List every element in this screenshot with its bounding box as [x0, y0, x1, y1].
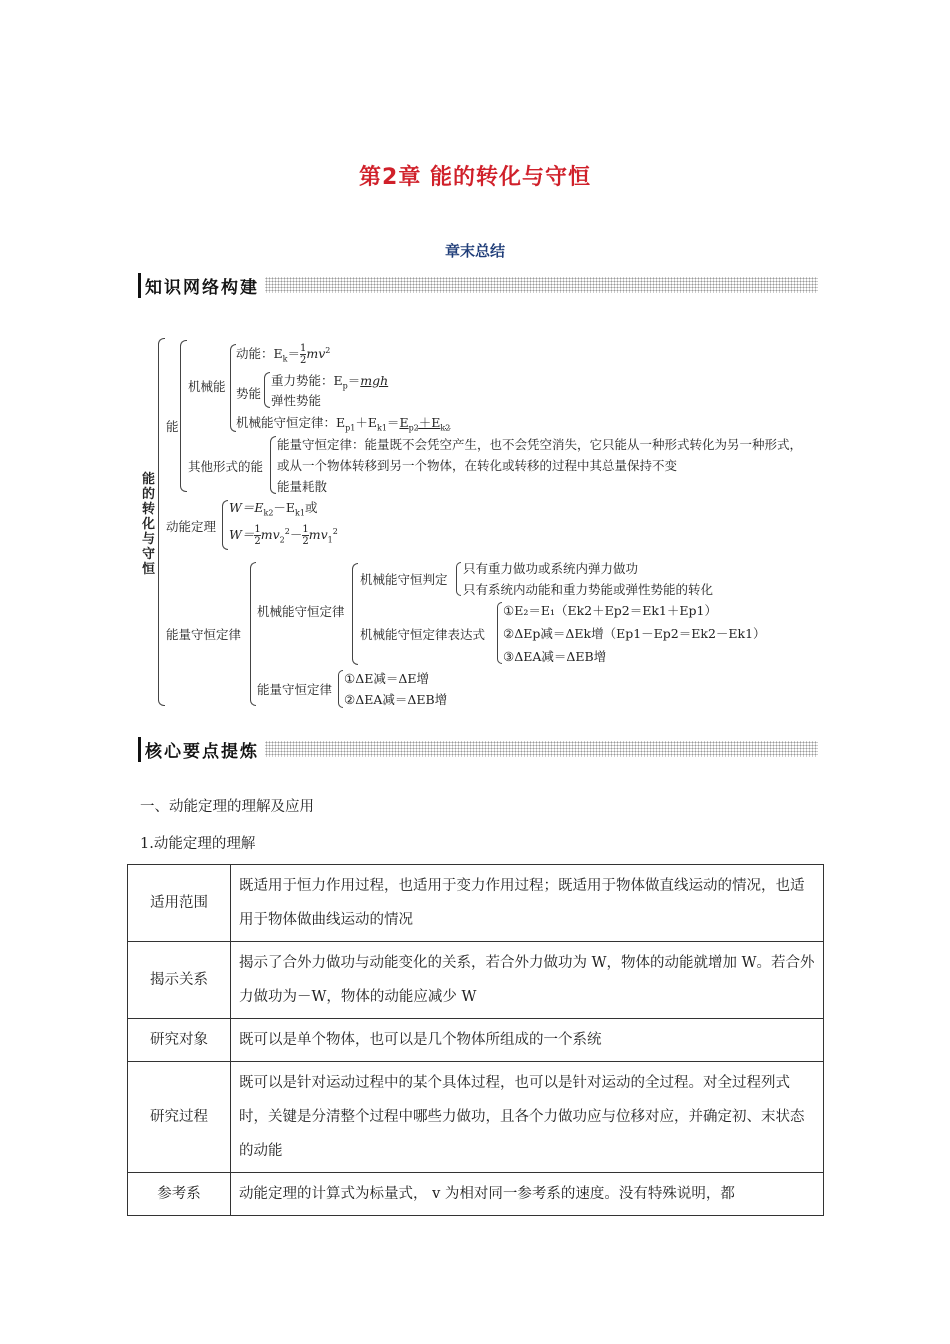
table-value: 既适用于恒力作用过程，也适用于变力作用过程；既适用于物体做直线运动的情况，也适用于物体做曲线运动的情况	[231, 865, 824, 942]
table-key: 揭示关系	[128, 942, 231, 1019]
tree-elastic: 弹性势能	[271, 393, 322, 408]
table-row	[128, 942, 824, 1019]
tree-kinetic: 动能：$E_k=$ $\frac{1}{2}$ $mv^2$	[236, 343, 331, 366]
tree-mech: 机械能	[188, 379, 226, 394]
tree-other-1: 能量守恒定律：能量既不会凭空产生，也不会凭空消失，它只能从一种形式转化为另一种形式，	[277, 437, 803, 452]
table-row	[128, 865, 824, 942]
tree-judge-2: 只有系统内动能和重力势能或弹性势能的转化	[463, 582, 714, 597]
tree-expr: 机械能守恒定律表达式	[360, 627, 486, 642]
tree-other-3: 能量耗散	[277, 479, 328, 494]
part-heading: 一、动能定理的理解及应用	[140, 799, 314, 815]
tree-judge-1: 只有重力做功或系统内弹力做功	[463, 561, 639, 576]
tree-ecl-2: ②ΔEA减＝ΔEB增	[344, 692, 448, 707]
tree-energy-cons: 能量守恒定律	[166, 627, 242, 642]
section-header-label: 核心要点提炼	[138, 737, 265, 762]
tree-potential: 势能	[236, 386, 262, 401]
tree-ke-2: W＝ $\frac{1}{2}$ $mv_2^2-$ $\frac{1}{2}$ $mv_1^2$	[229, 524, 338, 547]
section-header-label: 知识网络构建	[138, 273, 265, 298]
dotted-rule	[265, 277, 818, 293]
tree-other-2: 或从一个物体转移到另一个物体，在转化或转移的过程中其总量保持不变	[277, 458, 678, 473]
tree-mech-cons-law: 机械能守恒定律	[257, 604, 345, 619]
tree-ecl: 能量守恒定律	[257, 682, 333, 697]
brace-judge	[456, 562, 461, 596]
table-row	[128, 1173, 824, 1216]
table-row	[128, 1019, 824, 1062]
tree-expr-1: ①E₂＝E₁（Ek2＋Ep2＝Ek1＋Ep1）	[503, 603, 717, 618]
section-header-core	[138, 738, 818, 760]
tree-other: 其他形式的能	[188, 459, 264, 474]
table-value: 动能定理的计算式为标量式， v 为相对同一参考系的速度。没有特殊说明，都	[231, 1173, 824, 1216]
brace-mech-cons-law	[352, 563, 358, 665]
tree-judge: 机械能守恒判定	[360, 572, 448, 587]
brace-expr	[497, 602, 502, 664]
brace-energy	[180, 340, 187, 492]
tree-ke-theorem: 动能定理	[166, 519, 217, 534]
table-value: 揭示了合外力做功与动能变化的关系，若合外力做功为 W，物体的动能就增加 W。若合外力做功为－W，物体的动能应减少 W	[231, 942, 824, 1019]
brace-potential	[264, 372, 270, 408]
section-header-knowledge	[138, 274, 818, 296]
section-title: 章末总结	[444, 242, 505, 260]
table-row	[128, 1062, 824, 1173]
tree-ecl-1: ①ΔE减＝ΔE增	[344, 671, 430, 686]
table-key: 研究过程	[128, 1062, 231, 1173]
tree-expr-2: ②ΔEp减＝ΔEk增（Ep1－Ep2＝Ek2－Ek1）	[503, 626, 766, 641]
table-key: 适用范围	[128, 865, 231, 942]
part-subheading: 1.动能定理的理解	[140, 836, 256, 852]
table-key: 参考系	[128, 1173, 231, 1216]
dotted-rule	[265, 741, 818, 757]
tree-root: 能的转化与守恒	[142, 472, 156, 577]
chapter-title: 第2章 能的转化与守恒	[359, 165, 591, 190]
tree-energy: 能	[166, 419, 179, 434]
tree-ke-1: $W=E_{k2}-E_{k1}$或	[229, 500, 318, 518]
tree-mech-cons: 机械能守恒定律：$E_{p1}+E_{k1}=E_{p2}+E_{k2}$	[236, 415, 451, 433]
tree-expr-3: ③ΔEA减＝ΔEB增	[503, 649, 607, 664]
brace-ecl	[338, 670, 343, 708]
brace-ke	[222, 500, 228, 550]
tree-gravity: 重力势能：$E_p=mgh$	[271, 373, 389, 391]
brace-root	[158, 338, 165, 706]
theorem-table	[127, 864, 824, 1216]
table-key: 研究对象	[128, 1019, 231, 1062]
brace-other	[270, 436, 276, 494]
brace-energy-cons	[250, 562, 256, 706]
table-value: 既可以是针对运动过程中的某个具体过程，也可以是针对运动的全过程。对全过程列式时，关键是分清整个过程中哪些力做功，且各个力做功应与位移对应，并确定初、末状态的动能	[231, 1062, 824, 1173]
table-value: 既可以是单个物体，也可以是几个物体所组成的一个系统	[231, 1019, 824, 1062]
